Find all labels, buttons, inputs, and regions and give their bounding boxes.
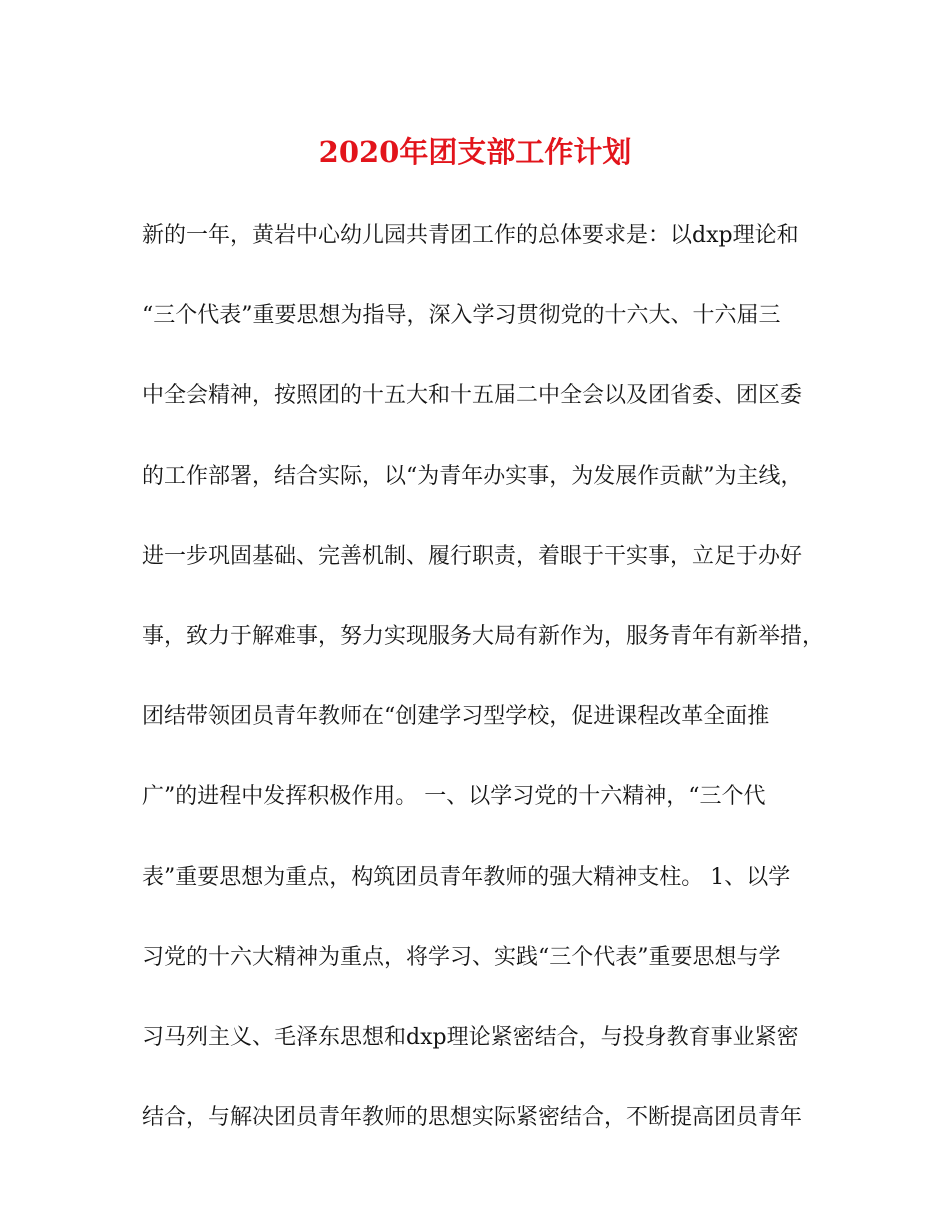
body-line: 事，致力于解难事，努力实现服务大局有新作为，服务青年有新举措， [142, 623, 825, 649]
body-line: 表”重要思想为重点，构筑团员青年教师的强大精神支柱。 1、以学 [142, 864, 791, 890]
body-line: 进一步巩固基础、完善机制、履行职责，着眼于干实事，立足于办好 [142, 543, 803, 569]
body-line: 广”的进程中发挥积极作用。 一、以学习党的十六精神，“三个代 [142, 784, 766, 810]
body-line: 中全会精神，按照团的十五大和十五届二中全会以及团省委、团区委 [142, 383, 803, 409]
body-line: 习党的十六大精神为重点，将学习、实践“三个代表”重要思想与学 [142, 944, 781, 970]
body-line: 团结带领团员青年教师在“创建学习型学校，促进课程改革全面推 [142, 704, 770, 730]
body-line: 新的一年，黄岩中心幼儿园共青团工作的总体要求是：以dxp理论和 [142, 223, 799, 248]
body-line: “三个代表”重要思想为指导，深入学习贯彻党的十六大、十六届三 [142, 303, 781, 329]
document-body [142, 218, 825, 1180]
document-title: 2020年团支部工作计划 [318, 135, 632, 169]
body-line: 习马列主义、毛泽东思想和dxp理论紧密结合，与投身教育事业紧密 [142, 1024, 799, 1050]
body-line: 的工作部署，结合实际，以“为青年办实事，为发展作贡献”为主线， [142, 463, 803, 489]
body-line: 结合，与解决团员青年教师的思想实际紧密结合，不断提高团员青年 [142, 1105, 803, 1131]
